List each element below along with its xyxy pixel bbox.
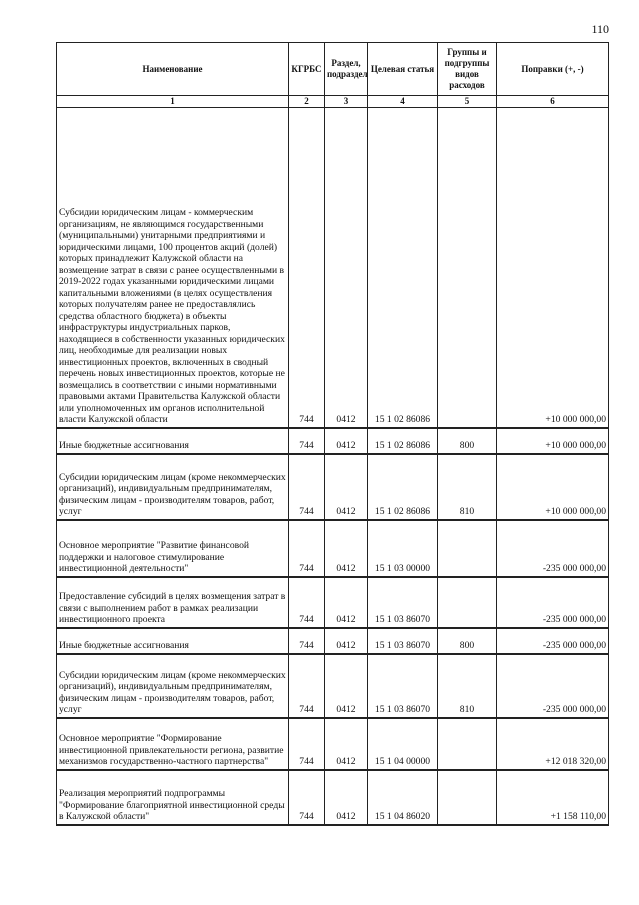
page-number: 110 — [591, 22, 609, 36]
row-section: 0412 — [325, 628, 368, 654]
row-section: 0412 — [325, 770, 368, 825]
column-numbers-row — [57, 96, 609, 108]
table-row — [57, 454, 609, 520]
table-row — [57, 770, 609, 825]
column-number: 6 — [497, 96, 609, 108]
header-amount: Поправки (+, -) — [497, 43, 609, 96]
row-name: Иные бюджетные ассигнования — [57, 428, 289, 454]
row-target: 15 1 02 86086 — [368, 108, 438, 428]
header-section: Раздел, подраздел — [325, 43, 368, 96]
table-row — [57, 428, 609, 454]
row-section: 0412 — [325, 454, 368, 520]
row-kgrbs: 744 — [289, 770, 325, 825]
row-name: Основное мероприятие "Формирование инвестиционной привлекательности региона, развитие механизмов государственно-частного партнерства" — [57, 718, 289, 770]
column-number: 5 — [438, 96, 497, 108]
table-row — [57, 718, 609, 770]
row-group — [438, 108, 497, 428]
row-section: 0412 — [325, 520, 368, 577]
row-amount: +12 018 320,00 — [497, 718, 609, 770]
row-name: Субсидии юридическим лицам (кроме некоммерческих организаций), индивидуальным предпринимателям, физическим лицам - производителям товаров, работ, услуг — [57, 454, 289, 520]
row-amount: +1 158 110,00 — [497, 770, 609, 825]
row-name: Реализация мероприятий подпрограммы "Формирование благоприятной инвестиционной среды в Калужской области" — [57, 770, 289, 825]
row-amount: -235 000 000,00 — [497, 577, 609, 628]
row-group: 810 — [438, 454, 497, 520]
row-kgrbs: 744 — [289, 108, 325, 428]
row-target: 15 1 03 86070 — [368, 577, 438, 628]
budget-amendments-table — [56, 42, 609, 826]
header-target: Целевая статья — [368, 43, 438, 96]
row-section: 0412 — [325, 577, 368, 628]
row-target: 15 1 02 86086 — [368, 454, 438, 520]
column-number: 4 — [368, 96, 438, 108]
table-row — [57, 654, 609, 718]
row-group: 800 — [438, 628, 497, 654]
row-kgrbs: 744 — [289, 520, 325, 577]
table-row — [57, 520, 609, 577]
row-target: 15 1 04 86020 — [368, 770, 438, 825]
header-row — [57, 43, 609, 96]
row-kgrbs: 744 — [289, 718, 325, 770]
row-kgrbs: 744 — [289, 454, 325, 520]
row-group — [438, 718, 497, 770]
table-row — [57, 577, 609, 628]
row-kgrbs: 744 — [289, 428, 325, 454]
row-target: 15 1 03 86070 — [368, 654, 438, 718]
row-section: 0412 — [325, 108, 368, 428]
row-name: Субсидии юридическим лицам - коммерческим организациям, не являющимся государственными (муниципальными) унитарными предприятиями и юридическими лицами, 100 процентов акций (долей) которых принадлежит Калужской области на возмещение затрат в связи с ранее осуществленными в 2019-2022 годах указанными юридическими лицами капитальными вложениями (в целях осуществления которых получателям ранее не предоставлялись средства областного бюджета) в объекты инфраструктуры индустриальных парков, находящиеся в собственности указанных юридических лиц, необходимые для реализации новых инвестиционных проектов, включенных в сводный перечень новых инвестиционных проектов, которые не возмещались в соответствии с иными нормативными правовыми актами Правительства Калужской области или уполномоченных им органов исполнительной власти Калужской области — [57, 108, 289, 428]
row-section: 0412 — [325, 718, 368, 770]
row-group: 800 — [438, 428, 497, 454]
row-amount: +10 000 000,00 — [497, 454, 609, 520]
row-name: Основное мероприятие "Развитие финансовой поддержки и налоговое стимулирование инвестиционной деятельности" — [57, 520, 289, 577]
row-amount: -235 000 000,00 — [497, 654, 609, 718]
row-target: 15 1 02 86086 — [368, 428, 438, 454]
column-number: 2 — [289, 96, 325, 108]
header-name: Наименование — [57, 43, 289, 96]
row-target: 15 1 03 00000 — [368, 520, 438, 577]
row-target: 15 1 04 00000 — [368, 718, 438, 770]
row-name: Предоставление субсидий в целях возмещения затрат в связи с выполнением работ в рамках реализации инвестиционного проекта — [57, 577, 289, 628]
table-row — [57, 628, 609, 654]
row-group — [438, 770, 497, 825]
row-target: 15 1 03 86070 — [368, 628, 438, 654]
row-amount: -235 000 000,00 — [497, 628, 609, 654]
row-kgrbs: 744 — [289, 628, 325, 654]
row-section: 0412 — [325, 428, 368, 454]
row-group — [438, 520, 497, 577]
row-name: Субсидии юридическим лицам (кроме некоммерческих организаций), индивидуальным предпринимателям, физическим лицам - производителям товаров, работ, услуг — [57, 654, 289, 718]
table-row — [57, 108, 609, 428]
column-number: 3 — [325, 96, 368, 108]
column-number: 1 — [57, 96, 289, 108]
row-kgrbs: 744 — [289, 654, 325, 718]
header-kgrbs: КГРБС — [289, 43, 325, 96]
row-amount: +10 000 000,00 — [497, 108, 609, 428]
row-group: 810 — [438, 654, 497, 718]
row-name: Иные бюджетные ассигнования — [57, 628, 289, 654]
row-section: 0412 — [325, 654, 368, 718]
row-kgrbs: 744 — [289, 577, 325, 628]
row-amount: -235 000 000,00 — [497, 520, 609, 577]
row-group — [438, 577, 497, 628]
header-group: Группы и подгруппы видов расходов — [438, 43, 497, 96]
row-amount: +10 000 000,00 — [497, 428, 609, 454]
